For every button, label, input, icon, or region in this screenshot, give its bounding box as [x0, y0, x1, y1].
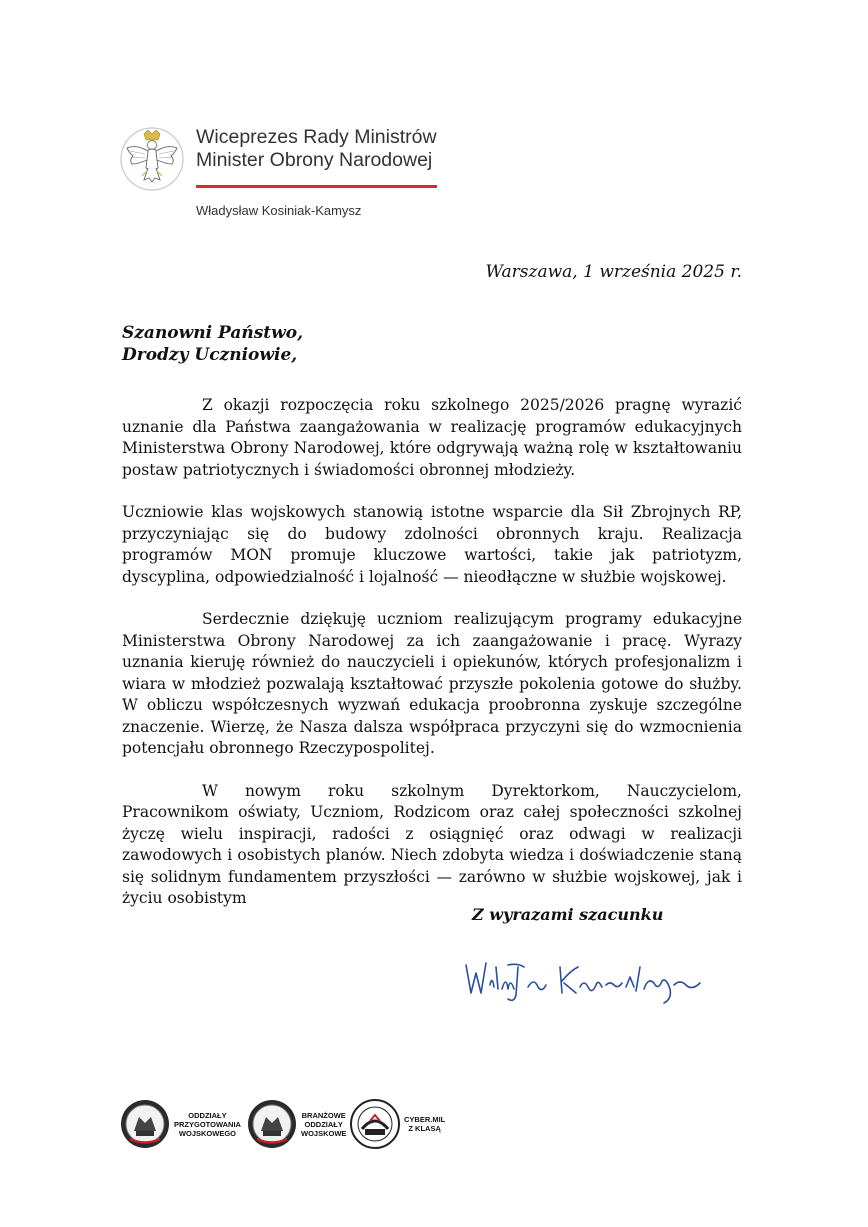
header-red-divider [196, 185, 437, 188]
paragraph-2: Uczniowie klas wojskowych stanowią istotne wsparcie dla Sił Zbrojnych RP, przyczyniając się do budowy zdolności obronnych kraju. Realizacja programów MON promuje kluczowe wartości, takie jak patriotyzm, dyscyplina, odpowiedzialność i lojalność — nieodłączne w służbie wojskowej. [122, 503, 742, 586]
handwritten-signature [458, 955, 708, 1010]
logo-2-label: BRANŻOWE ODDZIAŁY WOJSKOWE [301, 1110, 347, 1138]
cyber-mil-emblem-icon [350, 1099, 400, 1149]
logo-1-label: ODDZIAŁY PRZYGOTOWANIA WOJSKOWEGO [174, 1110, 241, 1138]
military-school-emblem-icon [247, 1099, 297, 1149]
letter-date: Warszawa, 1 września 2025 r. [485, 262, 742, 282]
logo-3-label: CYBER.MIL Z KLASĄ [404, 1115, 446, 1133]
salutation-line2: Drodzy Uczniowie, [122, 345, 298, 365]
logo-cyber-mil [350, 1098, 445, 1150]
polish-eagle-icon [118, 124, 186, 194]
header-title-line2: Minister Obrony Narodowej [196, 149, 433, 171]
letter-body [122, 395, 742, 931]
header-title-line1: Wiceprezes Rady Ministrów [196, 126, 437, 148]
paragraph-4: W nowym roku szkolnym Dyrektorkom, Nauczycielom, Pracownikom oświaty, Uczniom, Rodzicom oraz całej społeczności szkolnej życzę wielu inspiracji, radości z osiągnięć oraz odwagi w realizacji zawodowych i osobistych planów. Niech zdobyta wiedza i doświadczenie staną się solidnym fundamentem przyszłości — zarówno w służbie wojskowej, jak i życiu osobistym [122, 781, 742, 907]
logo-oddzialy-przygotowania [120, 1098, 241, 1150]
minister-name: Władysław Kosiniak-Kamysz [196, 203, 362, 218]
closing-phrase: Z wyrazami szacunku [472, 905, 664, 924]
military-school-emblem-icon [120, 1099, 170, 1149]
footer-logos [120, 1098, 480, 1158]
paragraph-3: Serdecznie dziękuję uczniom realizującym programy edukacyjne Ministerstwa Obrony Narodowej za ich zaangażowanie i pracę. Wyrazy uznania kieruję również do nauczycieli i opiekunów, których profesjonalizm i wiara w młodzież pozwalają kształtować przyszłe pokolenia gotowe do służby. W obliczu współczesnych wyzwań edukacja proobronna zyskuje szczególne znaczenie. Wierzę, że Nasza dalsza współpraca przyczyni się do wzmocnienia potencjału obronnego Rzeczypospolitej. [122, 610, 742, 757]
logo-branzowe-oddzialy [247, 1098, 346, 1150]
paragraph-1: Z okazji rozpoczęcia roku szkolnego 2025/2026 pragnę wyrazić uznanie dla Państwa zaangażowania w realizację programów edukacyjnych Ministerstwa Obrony Narodowej, które odgrywają ważną rolę w kształtowaniu postaw patriotycznych i świadomości obronnej młodzieży. [122, 396, 742, 479]
salutation-line1: Szanowni Państwo, [122, 323, 304, 343]
salutation [122, 322, 303, 366]
header-titles [196, 126, 437, 172]
